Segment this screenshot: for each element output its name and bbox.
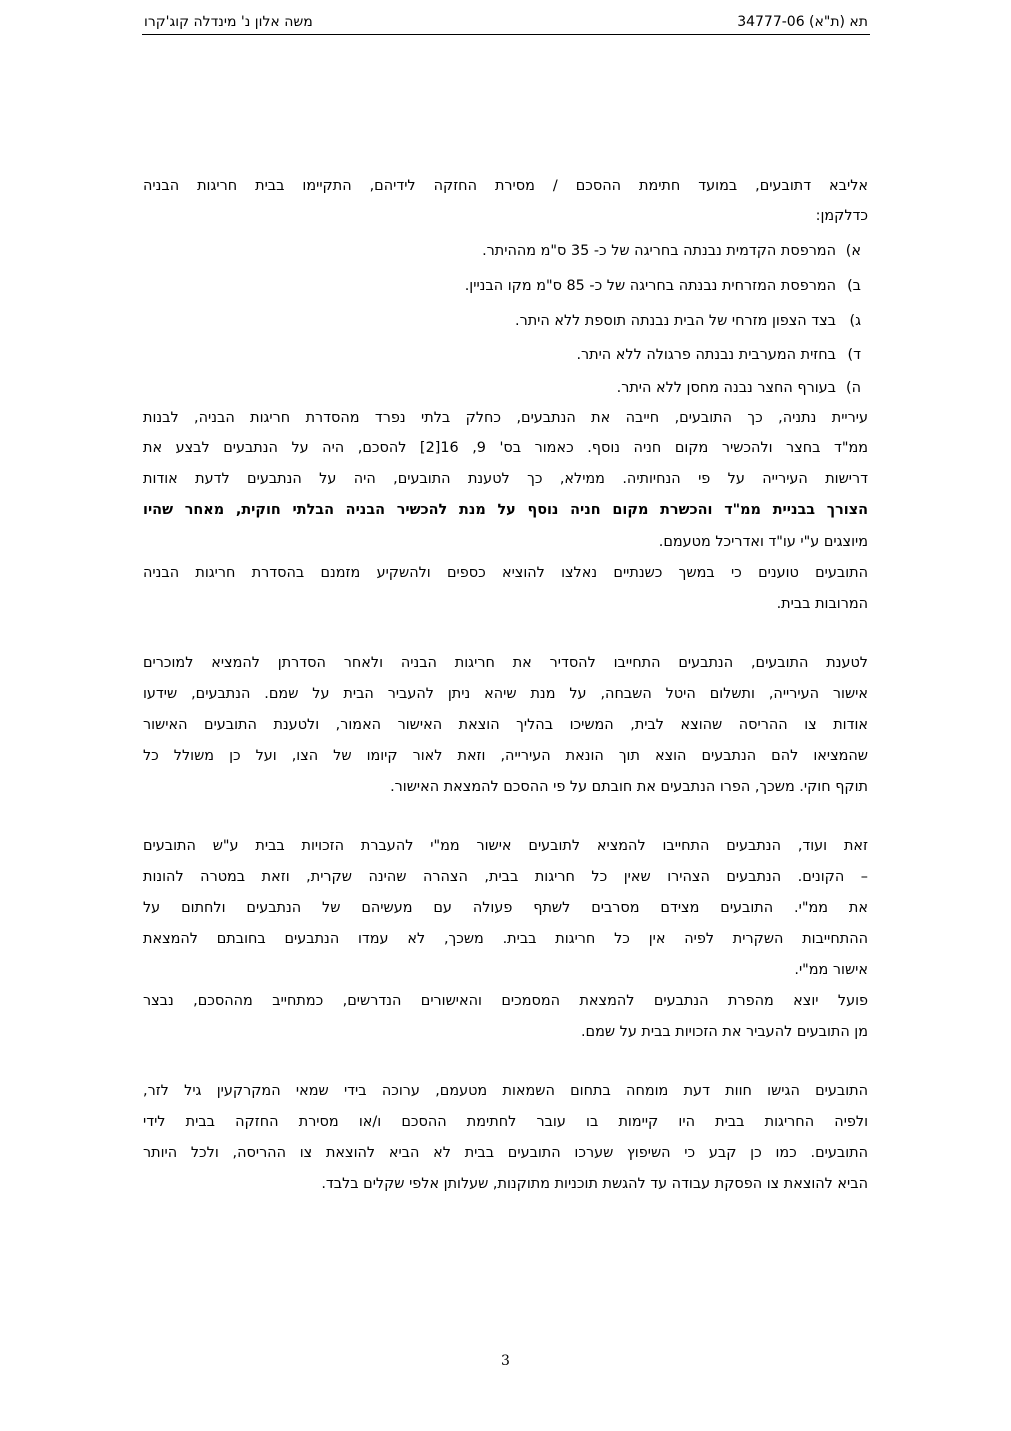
list-item-letter: ג) [849, 313, 861, 329]
list-item-text: בצד הצפון מזרחי של הבית נבנתה תוספת ללא היתר. [515, 313, 836, 329]
list-item-text: בחזית המערבית נבנתה פרגולה ללא היתר. [576, 347, 836, 363]
paragraph-2-line-2: ממ"ד בחצר ולהכשיר מקום חניה נוסף. כאמור בס' 9, 16[2] להסכם, היה על הנתבעים לבצע את [143, 440, 869, 456]
paragraph-1-line-1: אליבא דתובעים, במועד חתימת ההסכם / מסירת החזקה לידיהם, התקיימו בבית חריגות הבניה [143, 178, 868, 194]
paragraph-2-line-3: דרישות העירייה על פי הנחיותיה. ממילא, כך לטענת התובעים, היה על הנתבעים לדעת אודות [143, 471, 868, 487]
paragraph-2-line-4: הצורך בבניית ממ"ד והכשרת מקום חניה נוסף על מנת להכשיר הבניה הבלתי חוקית, מאחר שהיו [143, 502, 868, 518]
paragraph-4-line-4: ההתחייבות השקרית לפיה אין כל חריגות בבית. משכך, לא עמדו הנתבעים בחובתם להמצאת [143, 931, 868, 947]
paragraph-5-line-4: הביא להוצאת צו הפסקת עבודה עד להגשת תוכניות מתוקנות, שעלותן אלפי שקלים בלבד. [321, 1176, 868, 1192]
paragraph-5-line-3: התובעים. כמו כן קבע כי השיפוץ שערכו התובעים בבית לא הביא להוצאת צו ההריסה, ולכל היותר [143, 1145, 868, 1161]
page-number: 3 [501, 1353, 510, 1369]
paragraph-3-line-5: תוקף חוקי. משכך, הפרו הנתבעים את חובתם על פי ההסכם להמצאת האישור. [390, 779, 868, 795]
list-item-letter: ה) [845, 380, 861, 396]
paragraph-2-line-5: מיוצגים ע"י עו"ד ואדריכל מטעמם. [658, 534, 868, 550]
paragraph-3-line-3: אודות צו ההריסה שהוצא לבית, המשיכו בהליך הוצאת האישור האמור, ולטענת התובעים האישור [143, 717, 868, 733]
paragraph-4-line-1: זאת ועוד, הנתבעים התחייבו להמציא לתובעים אישור ממ"י להעברת הזכויות בבית ע"ש התובעים [143, 838, 868, 854]
list-item-text: המרפסת המזרחית נבנתה בחריגה של כ- 85 ס"מ מקו הבניין. [464, 278, 836, 294]
paragraph-2-line-1: עיריית נתניה, כך התובעים, חייבה את הנתבעים, כחלק בלתי נפרד מהסדרת חריגות הבניה, לבנות [143, 410, 868, 426]
list-item-letter: ב) [847, 278, 861, 294]
paragraph-5-line-2: ולפיה החריגות בבית היו קיימות בו עובר לחתימת ההסכם ו/או מסירת החזקה בבית לידי [143, 1114, 868, 1130]
case-number: תא (ת"א) 34777-06 [737, 14, 868, 30]
paragraph-2-line-6: התובעים טוענים כי במשך כשנתיים נאלצו להוציא כספים ולהשקיע מזמנם בהסדרת חריגות הבניה [143, 565, 868, 581]
paragraph-1-line-2: כדלקמן: [815, 208, 868, 224]
paragraph-4-line-5: אישור ממ"י. [794, 962, 868, 978]
paragraph-5-line-1: התובעים הגישו חוות דעת מומחה בתחום השמאות מטעמם, ערוכה בידי שמאי המקרקעין גיל לזר, [143, 1083, 868, 1099]
paragraph-2-line-7: המרובות בבית. [776, 596, 868, 612]
paragraph-4-line-3: את ממ"י. התובעים מצידם מסרבים לשתף פעולה עם מעשיהם של הנתבעים ולחתום על [143, 900, 868, 916]
paragraph-4-line-2: – הקונים. הנתבעים הצהירו שאין כל חריגות בבית, הצהרה שהינה שקרית, וזאת במטרה להונות [143, 869, 868, 885]
paragraph-3-line-2: אישור העירייה, ותשלום היטל השבחה, על מנת שיהא ניתן להעביר הבית על שמם. הנתבעים, שידעו [143, 686, 868, 702]
paragraph-4-line-7: מן התובעים להעביר את הזכויות בבית על שמם. [580, 1024, 868, 1040]
list-item-letter: א) [845, 243, 861, 259]
case-parties: משה אלון נ' מינדלה קוג'קרו [144, 14, 313, 30]
paragraph-4-line-6: פועל יוצא מהפרת הנתבעים להמצאת המסמכים והאישורים הנדרשים, כמתחייב מההסכם, נבצר [143, 993, 868, 1009]
paragraph-3-line-4: שהמציאו להם הנתבעים הוצא תוך הונאת העירייה, וזאת לאור קיומו של הצו, ועל כן משולל כל [143, 748, 868, 764]
list-item-text: בעורף החצר נבנה מחסן ללא היתר. [616, 380, 836, 396]
paragraph-3-line-1: לטענת התובעים, הנתבעים התחייבו להסדיר את חריגות הבניה ולאחר הסדרתן להמציא למוכרים [143, 655, 868, 671]
list-item-text: המרפסת הקדמית נבנתה בחריגה של כ- 35 ס"מ מההיתר. [482, 243, 836, 259]
list-item-letter: ד) [847, 347, 861, 363]
